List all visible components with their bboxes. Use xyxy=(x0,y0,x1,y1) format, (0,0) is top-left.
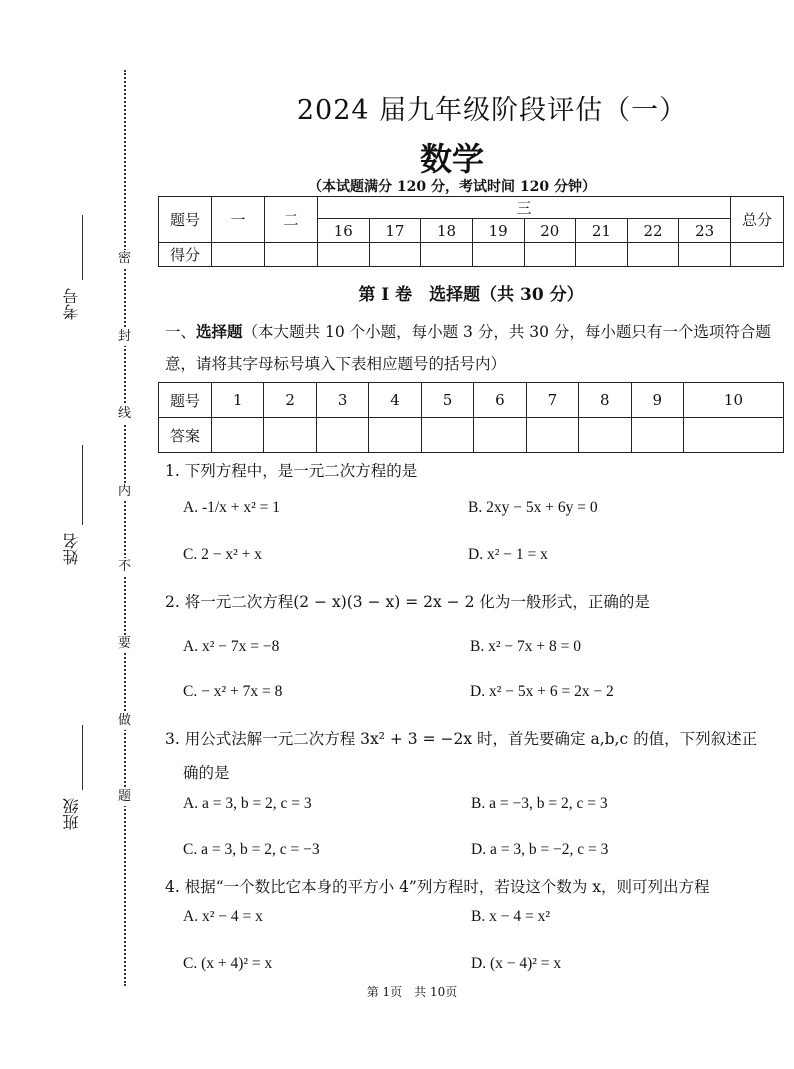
question-1-option-a: A. -1/x + x² = 1 xyxy=(183,499,281,516)
seal-char: 内 xyxy=(118,484,132,499)
answer-number: 8 xyxy=(579,383,631,418)
score-cell[interactable] xyxy=(212,243,265,267)
score-table xyxy=(158,196,784,267)
score-col-2: 二 xyxy=(265,197,318,243)
score-subcol: 20 xyxy=(524,219,576,243)
section1-text: （本大题共 10 个小题，每小题 3 分，共 30 分，每小题只有一个选项符合题意，请将其字母标号填入下表相应题号的括号内） xyxy=(165,323,771,373)
answer-number: 6 xyxy=(474,383,526,418)
score-cell[interactable] xyxy=(576,243,628,267)
score-col-1: 一 xyxy=(212,197,265,243)
answer-cell[interactable] xyxy=(421,418,473,453)
score-col-3: 三 xyxy=(318,197,731,219)
question-2-option-b: B. x² − 7x + 8 = 0 xyxy=(470,638,581,655)
subject-title: 数学 xyxy=(419,140,484,178)
answer-cell[interactable] xyxy=(474,418,526,453)
score-cell[interactable] xyxy=(731,243,784,267)
exam-note: （本试题满分 120 分，考试时间 120 分钟） xyxy=(308,179,596,195)
seal-char: 题 xyxy=(118,789,132,804)
answer-number: 3 xyxy=(316,383,368,418)
answer-label-answer: 答案 xyxy=(159,418,212,453)
page-footer: 第 1页 共 10页 xyxy=(366,985,458,999)
score-subcol: 16 xyxy=(318,219,370,243)
question-4-option-d: D. (x − 4)² = x xyxy=(471,955,562,972)
question-3-option-a: A. a = 3, b = 2, c = 3 xyxy=(183,795,312,812)
answer-number: 7 xyxy=(526,383,578,418)
score-subcol: 23 xyxy=(679,219,731,243)
answer-cell[interactable] xyxy=(264,418,316,453)
question-3-option-b: B. a = −3, b = 2, c = 3 xyxy=(471,795,608,812)
answer-cell[interactable] xyxy=(369,418,421,453)
question-1-stem: 1. 下列方程中，是一元二次方程的是 xyxy=(165,462,418,480)
question-4-option-b: B. x − 4 = x² xyxy=(471,908,550,925)
score-cell[interactable] xyxy=(265,243,318,267)
section1-prefix: 一、 xyxy=(165,323,197,341)
answer-number: 10 xyxy=(683,383,783,418)
name-line[interactable] xyxy=(82,445,83,525)
score-cell[interactable] xyxy=(679,243,731,267)
page-title: 2024 届九年级阶段评估（一） xyxy=(296,95,688,126)
question-2-stem: 2. 将一元二次方程(2 − x)(3 − x) = 2x − 2 化为一般形式，正确的是 xyxy=(165,593,650,611)
class-line[interactable] xyxy=(82,725,83,790)
answer-number: 1 xyxy=(212,383,264,418)
answer-number: 2 xyxy=(264,383,316,418)
score-subcol: 19 xyxy=(472,219,524,243)
score-cell[interactable] xyxy=(318,243,370,267)
answer-cell[interactable] xyxy=(631,418,683,453)
seal-char: 不 xyxy=(118,559,132,574)
answer-number: 4 xyxy=(369,383,421,418)
score-cell[interactable] xyxy=(627,243,679,267)
score-subcol: 17 xyxy=(369,219,421,243)
question-3-option-c: C. a = 3, b = 2, c = −3 xyxy=(183,841,320,858)
binding-dotted-line xyxy=(124,70,126,986)
score-subcol: 22 xyxy=(627,219,679,243)
answer-number: 5 xyxy=(421,383,473,418)
question-3-option-d: D. a = 3, b = −2, c = 3 xyxy=(471,841,609,858)
section1-instructions xyxy=(165,316,785,380)
question-2-option-a: A. x² − 7x = −8 xyxy=(183,638,280,655)
score-col-total: 总分 xyxy=(731,197,784,243)
answer-label-number: 题号 xyxy=(159,383,212,418)
score-cell[interactable] xyxy=(421,243,473,267)
score-cell[interactable] xyxy=(472,243,524,267)
question-2-option-d: D. x² − 5x + 6 = 2x − 2 xyxy=(470,683,614,700)
question-4-option-a: A. x² − 4 = x xyxy=(183,908,263,925)
class-label: 班级 xyxy=(62,798,81,830)
score-subcol: 21 xyxy=(576,219,628,243)
question-3-stem-cont: 确的是 xyxy=(183,764,230,782)
answer-number: 9 xyxy=(631,383,683,418)
question-3-stem: 3. 用公式法解一元二次方程 3x² + 3 = −2x 时，首先要确定 a,b,c 的值，下列叙述正 xyxy=(165,730,758,748)
answer-cell[interactable] xyxy=(212,418,264,453)
exam-no-label: 考号 xyxy=(62,288,81,320)
seal-char: 要 xyxy=(118,636,132,651)
question-4-option-c: C. (x + 4)² = x xyxy=(183,955,273,972)
seal-char: 密 xyxy=(118,251,132,266)
question-1-option-d: D. x² − 1 = x xyxy=(468,546,548,563)
score-cell[interactable] xyxy=(524,243,576,267)
score-subcol: 18 xyxy=(421,219,473,243)
name-label: 姓名 xyxy=(62,533,81,565)
question-1-option-c: C. 2 − x² + x xyxy=(183,546,262,563)
score-cell[interactable] xyxy=(369,243,421,267)
question-2-option-c: C. − x² + 7x = 8 xyxy=(183,683,283,700)
answer-cell[interactable] xyxy=(579,418,631,453)
score-label-points: 得分 xyxy=(159,243,212,267)
answer-cell[interactable] xyxy=(683,418,783,453)
answer-cell[interactable] xyxy=(526,418,578,453)
seal-char: 做 xyxy=(118,713,132,728)
exam-no-line[interactable] xyxy=(82,215,83,280)
question-1-option-b: B. 2xy − 5x + 6y = 0 xyxy=(468,499,598,516)
section-title: 第 I 卷 选择题（共 30 分） xyxy=(358,285,584,305)
question-4-stem: 4. 根据“一个数比它本身的平方小 4”列方程时，若设这个数为 x，则可列出方程 xyxy=(165,878,710,896)
score-label-number: 题号 xyxy=(159,197,212,243)
section1-label: 选择题 xyxy=(196,322,243,341)
seal-char: 线 xyxy=(118,406,132,421)
answer-cell[interactable] xyxy=(316,418,368,453)
answer-table xyxy=(158,382,784,453)
seal-char: 封 xyxy=(118,329,132,344)
